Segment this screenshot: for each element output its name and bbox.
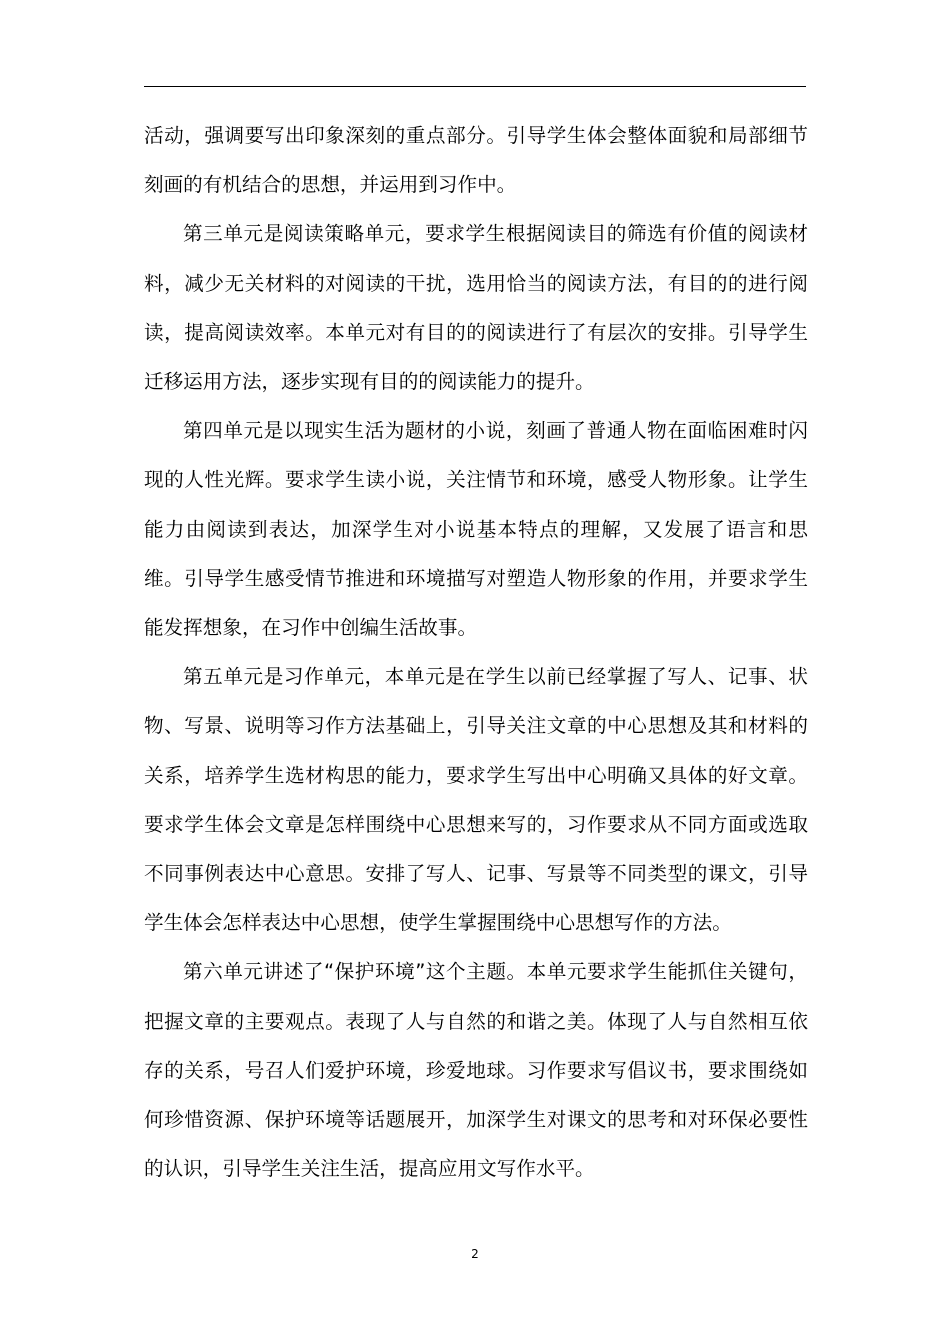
paragraph-continuation: 活动，强调要写出印象深刻的重点部分。引导学生体会整体面貌和局部细节刻画的有机结合的思想，并运用到习作中。 <box>144 124 808 197</box>
paragraph-unit-6: 第六单元讲述了“保护环境”这个主题。本单元要求学生能抓住关键句，把握文章的主要观点。表现了人与自然的和谐之美。体现了人与自然相互依存的关系，号召人们爱护环境，珍爱地球。习作要求写倡议书，要求围绕如何珍惜资源、保护环境等话题展开，加深学生对课文的思考和对环保必要性的认识，引导学生关注生活，提高应用文写作水平。 <box>144 960 808 1181</box>
header-rule <box>144 86 806 87</box>
body-text <box>144 111 808 1193</box>
paragraph-unit-3: 第三单元是阅读策略单元，要求学生根据阅读目的筛选有价值的阅读材料，减少无关材料的对阅读的干扰，选用恰当的阅读方法，有目的的进行阅读，提高阅读效率。本单元对有目的的阅读进行了有层次的安排。引导学生迁移运用方法，逐步实现有目的的阅读能力的提升。 <box>144 222 808 394</box>
page-number: 2 <box>471 1247 479 1261</box>
paragraph-unit-5: 第五单元是习作单元，本单元是在学生以前已经掌握了写人、记事、状物、写景、说明等习作方法基础上，引导关注文章的中心思想及其和材料的关系，培养学生选材构思的能力，要求学生写出中心明确又具体的好文章。要求学生体会文章是怎样围绕中心思想来写的，习作要求从不同方面或选取不同事例表达中心意思。安排了写人、记事、写景等不同类型的课文，引导学生体会怎样表达中心思想，使学生掌握围绕中心思想写作的方法。 <box>144 665 808 935</box>
paragraph-unit-4: 第四单元是以现实生活为题材的小说，刻画了普通人物在面临困难时闪现的人性光辉。要求学生读小说，关注情节和环境，感受人物形象。让学生能力由阅读到表达，加深学生对小说基本特点的理解，又发展了语言和思维。引导学生感受情节推进和环境描写对塑造人物形象的作用，并要求学生能发挥想象，在习作中创编生活故事。 <box>144 419 808 640</box>
